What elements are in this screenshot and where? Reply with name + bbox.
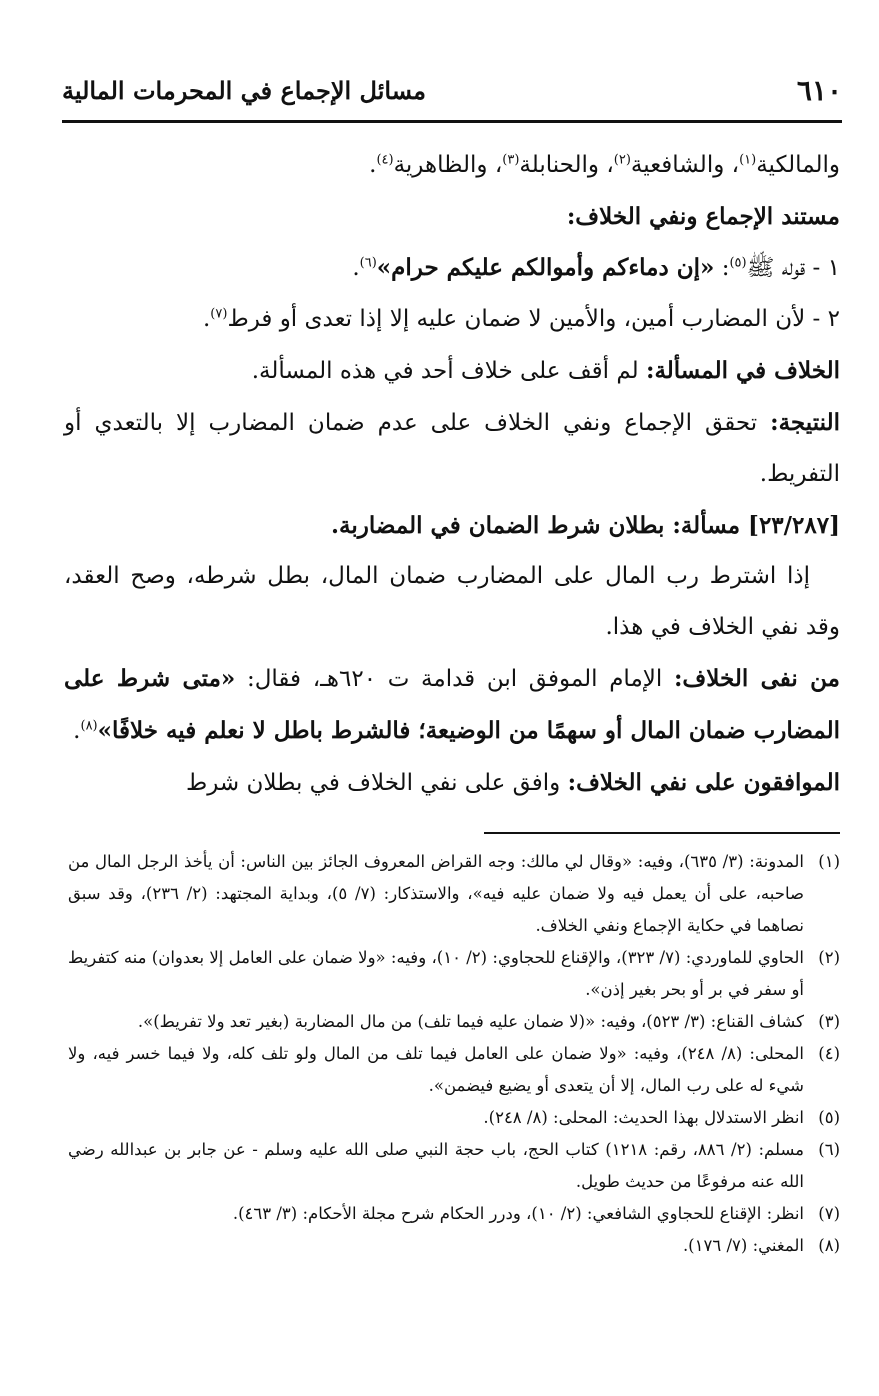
footnote-number: (٨) bbox=[818, 1236, 840, 1255]
agreers-paragraph bbox=[64, 757, 840, 809]
footnote-ref[interactable]: (٧) bbox=[210, 306, 228, 322]
footnote bbox=[68, 1006, 840, 1038]
footnote-number: (٢) bbox=[818, 948, 840, 967]
text-run: ٢ - لأن المضارب أمين، والأمين لا ضمان عليه إلا إذا تعدى أو فرط bbox=[227, 306, 840, 332]
footnote-text: مسلم: (٢/ ٨٨٦، رقم: ١٢١٨) كتاب الحج، باب حجة النبي صلى الله عليه وسلم - عن جابر بن عبدالله رضي الله عنه مرفوعًا من حديث طويل. bbox=[68, 1140, 804, 1191]
text-run: ، والحنابلة bbox=[519, 152, 614, 178]
text-run: والمالكية bbox=[756, 152, 840, 178]
footnote-ref[interactable]: (٢) bbox=[613, 152, 631, 168]
result-label: النتيجة: bbox=[770, 409, 840, 436]
text-run: . bbox=[369, 152, 377, 178]
footnote bbox=[68, 846, 840, 942]
footnote-text: المدونة: (٣/ ٦٣٥)، وفيه: «وقال لي مالك: وجه القراض المعروف الجائز بين الناس: أن يأخذ الرجل المال من صاحبه، على أن يعمل فيه ولا ضمان عليه فيه»، والاستذكار: (٧/ ٥)، وبداية المجتهد: (٢/ ٢٣٦)، وقد سبق نصاهما في حكاية الإجماع ونفي الخلاف. bbox=[68, 852, 804, 935]
running-title: مسائل الإجماع في المحرمات المالية bbox=[62, 76, 426, 105]
text-run: . bbox=[352, 255, 360, 281]
text-run: الإمام الموفق ابن قدامة ت ٦٢٠هـ، فقال: bbox=[235, 666, 674, 692]
hadith-quote: «إن دماءكم وأموالكم عليكم حرام» bbox=[376, 254, 715, 281]
footnote-number: (٤) bbox=[818, 1044, 840, 1063]
footnote-text: المغني: (٧/ ١٧٦). bbox=[682, 1236, 804, 1255]
footnote-number: (٥) bbox=[818, 1108, 840, 1127]
text-run: . bbox=[202, 306, 211, 332]
footnote-number: (٧) bbox=[818, 1204, 840, 1223]
agreers-label: الموافقون على نفي الخلاف: bbox=[567, 769, 840, 796]
footnote-text: انظر: الإقناع للحجاوي الشافعي: (٢/ ١٠)، ودرر الحكام شرح مجلة الأحكام: (٣/ ٤٦٣). bbox=[232, 1204, 804, 1223]
issue-paragraph: إذا اشترط رب المال على المضارب ضمان المال، بطل شرطه، وصح العقد، وقد نفي الخلاف في هذا. bbox=[64, 563, 840, 640]
text-run: : bbox=[714, 255, 730, 281]
dispute-paragraph bbox=[64, 345, 840, 397]
footnotes-section bbox=[68, 846, 840, 1262]
footnote bbox=[68, 1102, 840, 1134]
text-run: لم أقف على خلاف أحد في هذه المسألة. bbox=[251, 358, 646, 384]
footnote-ref[interactable]: (٥) bbox=[729, 255, 747, 271]
footnote bbox=[68, 1230, 840, 1262]
negator-paragraph bbox=[64, 653, 840, 757]
footnote-ref[interactable]: (٨) bbox=[80, 718, 98, 734]
footnote-text: كشاف القناع: (٣/ ٥٢٣)، وفيه: «(لا ضمان عليه فيما تلف) من مال المضاربة (بغير تعد ولا تفريط)». bbox=[137, 1012, 804, 1031]
page-header bbox=[62, 70, 842, 123]
page-number: ٦١٠ bbox=[796, 74, 842, 107]
evidence-heading: مستند الإجماع ونفي الخلاف: bbox=[566, 203, 840, 230]
issue-heading: [٢٣/٢٨٧] مسألة: بطلان شرط الضمان في المضاربة. bbox=[331, 512, 840, 539]
text-run: تحقق الإجماع ونفي الخلاف على عدم ضمان المضارب إلا بالتعدي أو التفريط. bbox=[64, 410, 840, 487]
footnote-number: (٣) bbox=[818, 1012, 840, 1031]
negator-quote: «متى شرط على المضارب ضمان المال أو سهمًا من الوضيعة؛ فالشرط باطل لا نعلم فيه خلافًا» bbox=[64, 665, 840, 744]
footnote-number: (٦) bbox=[818, 1140, 840, 1159]
evidence-item-2 bbox=[64, 294, 840, 345]
text-run: وافق على نفي الخلاف في بطلان شرط bbox=[185, 770, 568, 796]
text-run: ، والظاهرية bbox=[393, 152, 503, 178]
footnote-ref[interactable]: (٦) bbox=[359, 255, 377, 271]
footnote-text: المحلى: (٨/ ٢٤٨)، وفيه: «ولا ضمان على العامل فيما تلف من المال ولو تلف كله، ولا فيما خسر فيه، ولا شيء له على رب المال، إلا أن يتعدى أو يضيع فيضمن». bbox=[68, 1044, 804, 1095]
footnote bbox=[68, 1134, 840, 1198]
footnote-text: انظر الاستدلال بهذا الحديث: المحلى: (٨/ ٢٤٨). bbox=[483, 1108, 804, 1127]
madhhab-paragraph bbox=[64, 140, 840, 191]
footnote bbox=[68, 1198, 840, 1230]
text-run: . bbox=[73, 718, 81, 744]
footnote bbox=[68, 942, 840, 1006]
footnote-ref[interactable]: (١) bbox=[739, 152, 757, 168]
footnote-number: (١) bbox=[818, 852, 840, 871]
main-text bbox=[64, 140, 840, 809]
footnote-text: الحاوي للماوردي: (٧/ ٣٢٣)، والإقناع للحجاوي: (٢/ ١٠)، وفيه: «ولا ضمان على العامل إلا بعدوان) منه كتفريط أو سفر في بر أو بحر بغير إذن». bbox=[68, 948, 804, 999]
evidence-item-1 bbox=[64, 242, 840, 294]
footnote-divider bbox=[484, 832, 840, 834]
footnote bbox=[68, 1038, 840, 1102]
text-run: ١ - قوله ﷺ bbox=[746, 255, 840, 281]
footnote-ref[interactable]: (٣) bbox=[502, 152, 520, 168]
negator-label: من نفى الخلاف: bbox=[673, 665, 840, 692]
dispute-label: الخلاف في المسألة: bbox=[645, 357, 840, 384]
text-run: ، والشافعية bbox=[630, 152, 740, 178]
result-paragraph bbox=[64, 397, 840, 500]
footnote-ref[interactable]: (٤) bbox=[376, 152, 394, 168]
